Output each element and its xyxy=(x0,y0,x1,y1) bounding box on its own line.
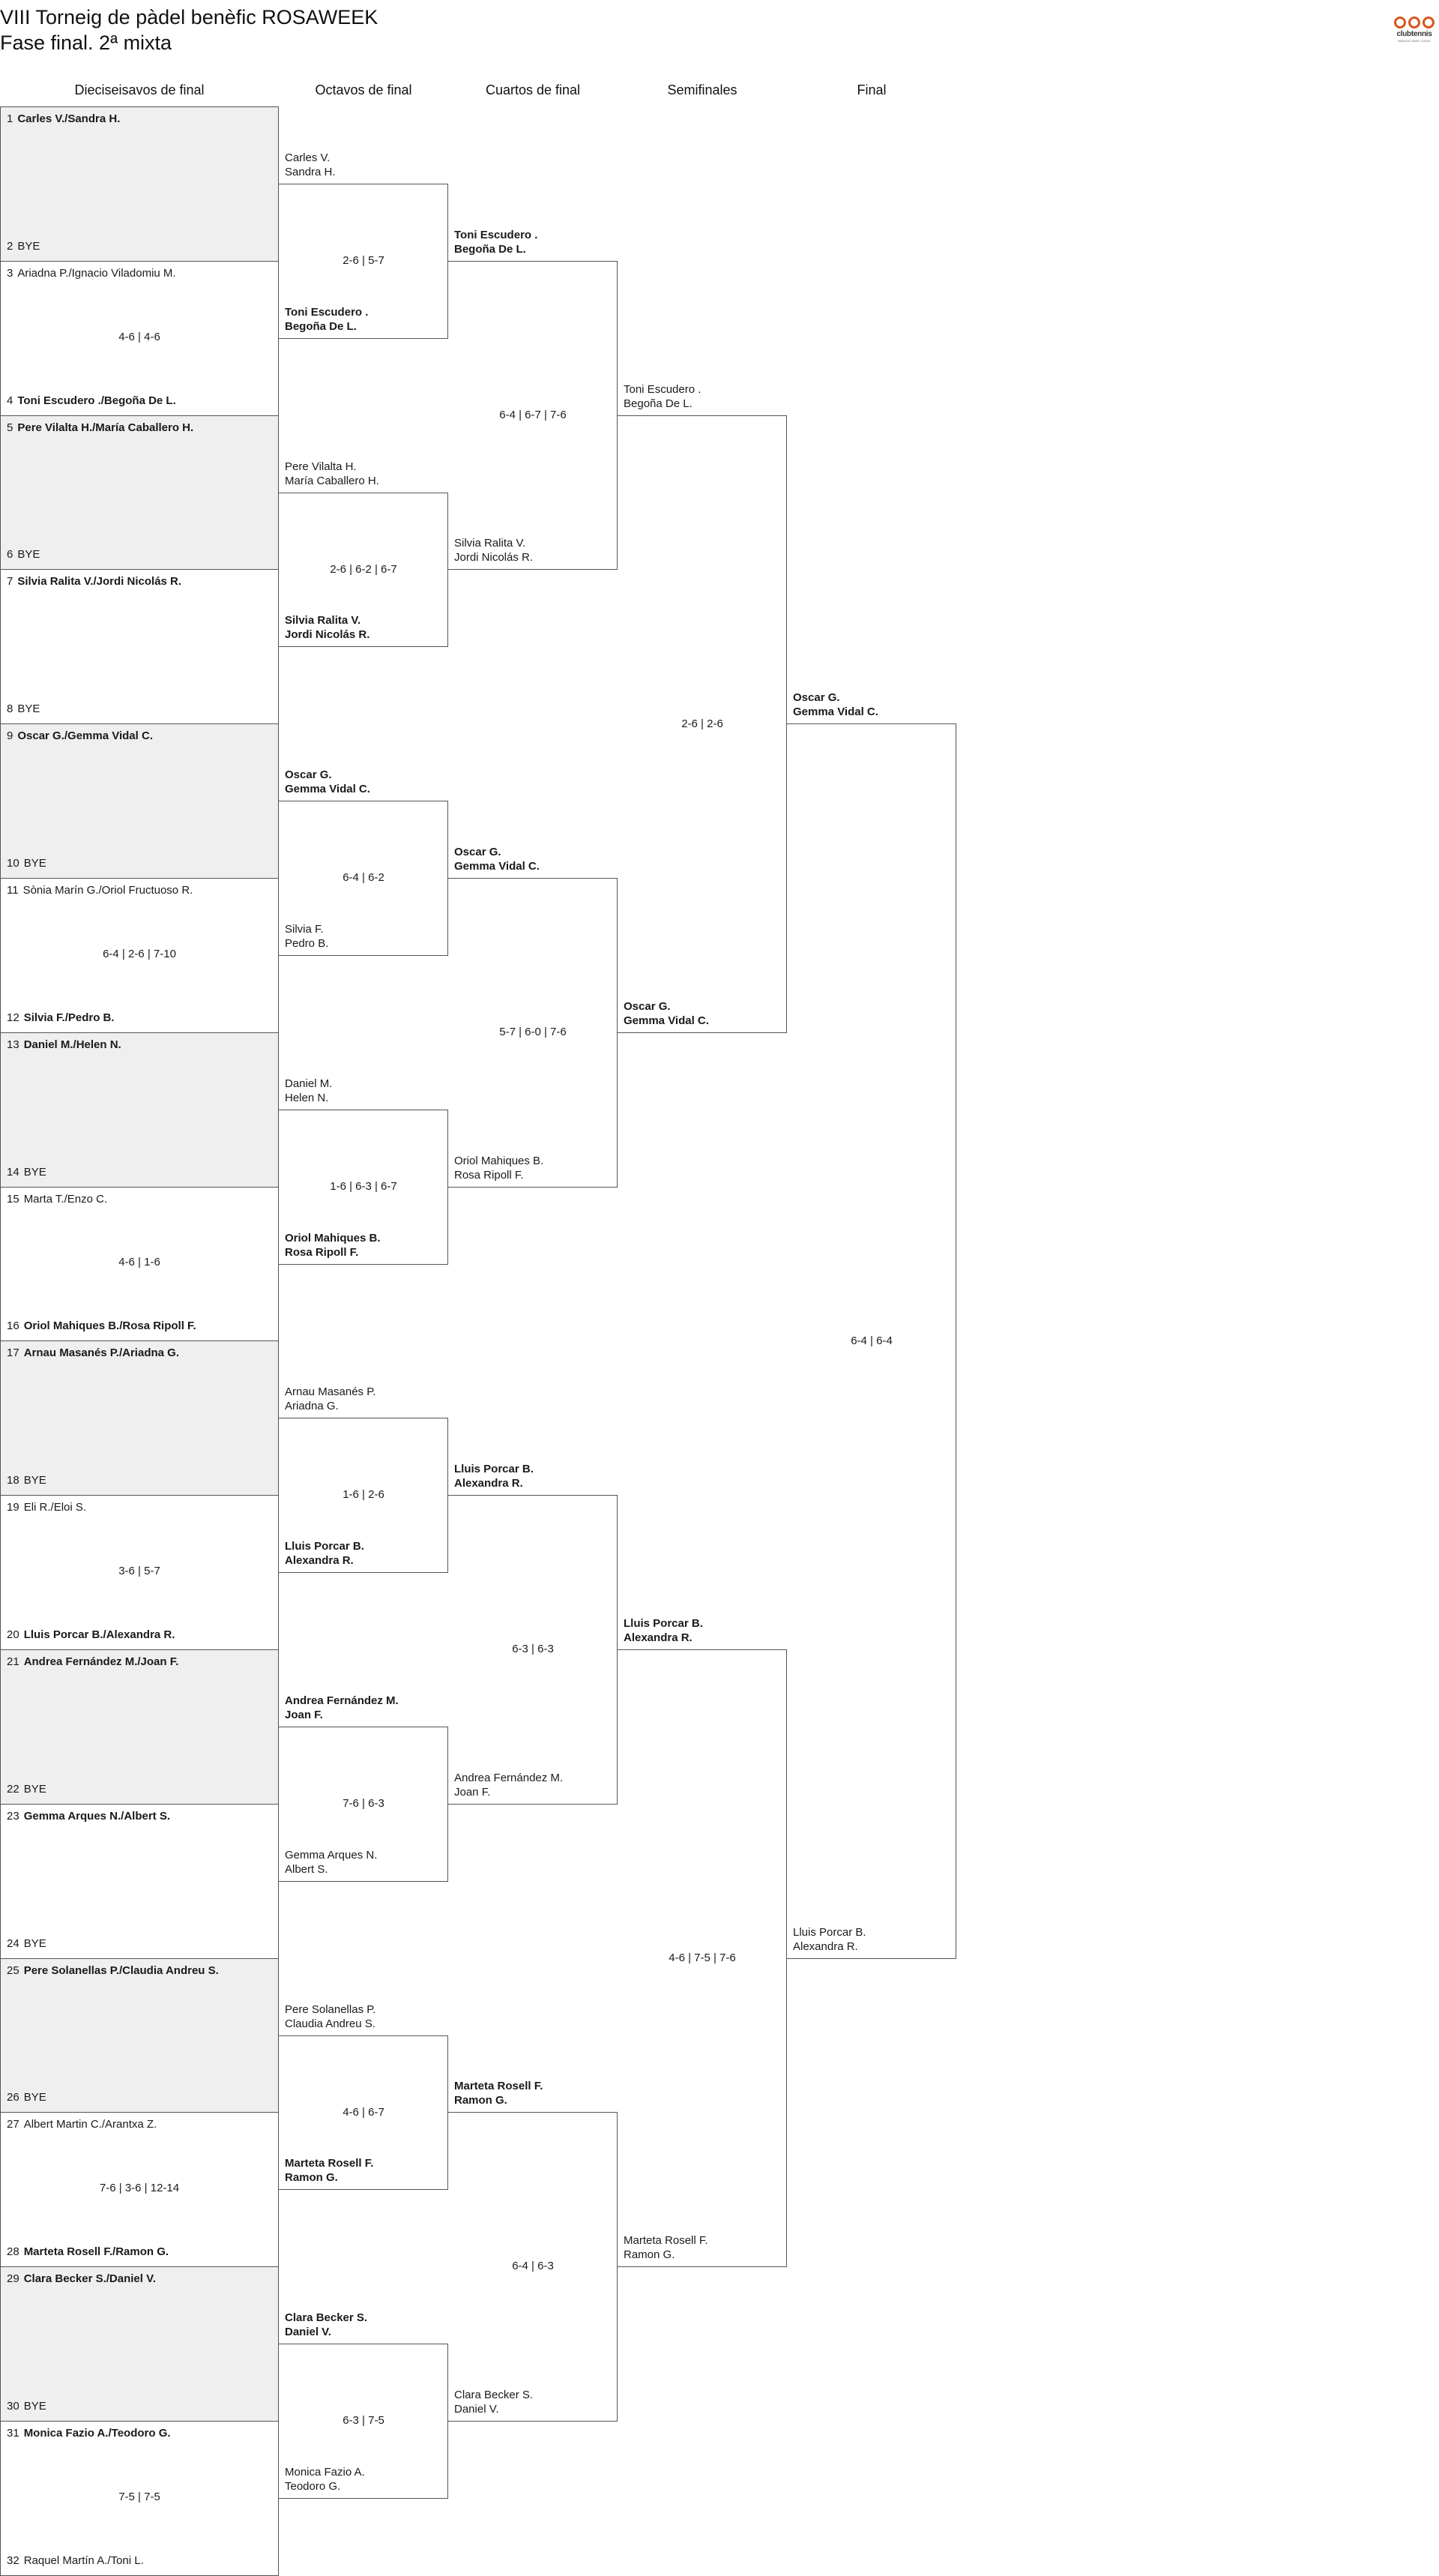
r1-match xyxy=(0,1649,279,1805)
match-score: 6-4 | 6-7 | 7-6 xyxy=(499,408,567,421)
seed-number: 15 xyxy=(7,1192,19,1206)
player-name: Oscar G./Gemma Vidal C. xyxy=(17,729,153,743)
match-score: 2-6 | 6-2 | 6-7 xyxy=(330,562,397,576)
seed-number: 5 xyxy=(7,421,13,434)
seed-number: 17 xyxy=(7,1346,19,1360)
player-name: Gemma Arques N. xyxy=(285,1849,378,1862)
player-name: Marteta Rosell F. xyxy=(454,2080,543,2092)
player-name: Ariadna G. xyxy=(285,1400,339,1412)
player-name: Arnau Masanés P./Ariadna G. xyxy=(23,1346,179,1360)
r1-player xyxy=(7,1628,175,1643)
player-name: Raquel Martín A./Toni L. xyxy=(23,2554,144,2567)
player-name: Albert S. xyxy=(285,1863,328,1876)
r1-match xyxy=(0,1187,279,1342)
r1-player xyxy=(7,112,120,127)
player-name: BYE xyxy=(23,1782,46,1796)
player-name: Claudia Andreu S. xyxy=(285,2017,375,2030)
player-name: Oscar G. xyxy=(454,846,501,858)
player-name: BYE xyxy=(23,1474,46,1487)
r3-team xyxy=(454,228,619,256)
player-name: Begoña De L. xyxy=(285,320,357,333)
seed-number: 7 xyxy=(7,575,13,589)
tournament-title: VIII Torneig de pàdel benèfic ROSAWEEK xyxy=(0,6,378,28)
r1-match xyxy=(0,1958,279,2113)
r1-match xyxy=(0,1340,279,1496)
match-score: 2-6 | 2-6 xyxy=(681,717,723,730)
seed-number: 30 xyxy=(7,2399,19,2413)
match-score: 6-4 | 6-3 xyxy=(512,2260,554,2272)
player-name: Jordi Nicolás R. xyxy=(285,628,370,641)
player-name: Marteta Rosell F./Ramon G. xyxy=(23,2245,169,2259)
player-name: Marta T./Enzo C. xyxy=(23,1192,108,1206)
player-name: Daniel V. xyxy=(285,2326,331,2338)
r1-match xyxy=(0,1032,279,1188)
round-header: Cuartos de final xyxy=(485,82,581,97)
seed-number: 13 xyxy=(7,1038,19,1051)
player-name: Carles V./Sandra H. xyxy=(17,112,121,125)
r1-player xyxy=(7,421,193,436)
r1-match xyxy=(0,2112,279,2267)
round-header: Semifinales xyxy=(667,82,737,97)
r1-player xyxy=(7,1655,178,1670)
r1-match xyxy=(0,2266,279,2422)
club-logo xyxy=(1393,15,1436,45)
r1-player xyxy=(7,1038,121,1053)
player-name: Silvia F. xyxy=(285,923,324,936)
player-name: Lluis Porcar B. xyxy=(285,1540,364,1553)
r1-player xyxy=(7,574,181,589)
player-name: Carles V. xyxy=(285,151,331,164)
seed-number: 3 xyxy=(7,266,13,280)
r3-team xyxy=(454,2079,619,2107)
round-header: Final xyxy=(857,82,887,97)
r1-player xyxy=(7,729,153,744)
seed-number: 21 xyxy=(7,1655,19,1668)
seed-number: 26 xyxy=(7,2091,19,2104)
r1-player xyxy=(7,547,40,562)
player-name: BYE xyxy=(17,702,40,716)
player-name: Lluis Porcar B. xyxy=(793,1926,866,1939)
seed-number: 9 xyxy=(7,729,13,743)
player-name: Daniel M./Helen N. xyxy=(23,1038,121,1051)
player-name: BYE xyxy=(23,2091,46,2104)
seed-number: 16 xyxy=(7,1319,19,1333)
player-name: Toni Escudero . xyxy=(454,229,538,241)
player-name: Alexandra R. xyxy=(793,1940,858,1953)
player-name: Rosa Ripoll F. xyxy=(285,1246,359,1259)
r1-match xyxy=(0,878,279,1033)
r2-team xyxy=(285,768,450,796)
seed-number: 28 xyxy=(7,2245,19,2259)
seed-number: 6 xyxy=(7,548,13,562)
r1-player xyxy=(7,2245,169,2260)
r1-match xyxy=(0,415,279,571)
r3-team xyxy=(454,845,619,873)
seed-number: 10 xyxy=(7,856,19,870)
seed-number: 27 xyxy=(7,2118,19,2131)
player-name: Lluis Porcar B./Alexandra R. xyxy=(23,1628,175,1641)
player-name: Andrea Fernández M. xyxy=(454,1772,564,1784)
player-name: Gemma Vidal C. xyxy=(793,705,878,718)
r1-player xyxy=(7,856,46,871)
seed-number: 18 xyxy=(7,1474,19,1487)
round-header: Dieciseisavos de final xyxy=(74,82,205,97)
player-name: Jordi Nicolás R. xyxy=(454,551,534,564)
seed-number: 22 xyxy=(7,1782,19,1796)
r1-player xyxy=(7,702,40,717)
r1-player xyxy=(7,883,193,898)
r2-team xyxy=(285,1077,450,1105)
player-name: Alexandra R. xyxy=(454,1477,523,1490)
seed-number: 12 xyxy=(7,1011,19,1024)
r1-player xyxy=(7,1192,107,1207)
player-name: Lluis Porcar B. xyxy=(454,1463,534,1475)
player-name: Gemma Vidal C. xyxy=(624,1014,709,1027)
player-name: Clara Becker S. xyxy=(454,2389,534,2401)
r1-player xyxy=(7,1319,196,1334)
player-name: Sònia Marín G./Oriol Fructuoso R. xyxy=(22,884,193,897)
seed-number: 2 xyxy=(7,239,13,253)
club-logo-icon xyxy=(1394,16,1435,30)
player-name: Gemma Vidal C. xyxy=(285,783,370,795)
player-name: Gemma Arques N./Albert S. xyxy=(23,1809,171,1823)
player-name: Daniel V. xyxy=(454,2403,499,2416)
player-name: BYE xyxy=(23,856,46,870)
player-name: Marteta Rosell F. xyxy=(624,2234,708,2247)
r1-player xyxy=(7,1473,46,1488)
r4-team xyxy=(624,1616,788,1645)
club-logo-subtext: NATACIÓ SANT CUGAT xyxy=(1398,39,1431,43)
player-name: Marteta Rosell F. xyxy=(285,2157,374,2170)
match-score: 6-3 | 6-3 xyxy=(512,1643,554,1655)
r2-team xyxy=(285,2002,450,2031)
r1-player xyxy=(7,2090,46,2105)
match-score: 7-5 | 7-5 xyxy=(118,2490,160,2503)
r1-match xyxy=(0,261,279,416)
r1-player xyxy=(7,1782,46,1797)
player-name: Silvia Ralita V. xyxy=(285,614,361,627)
player-name: Pere Solanellas P./Claudia Andreu S. xyxy=(23,1963,219,1977)
player-name: Clara Becker S. xyxy=(285,2311,368,2324)
match-score: 7-6 | 3-6 | 12-14 xyxy=(99,2182,180,2195)
r1-player xyxy=(7,2554,144,2569)
player-name: BYE xyxy=(23,1936,46,1950)
player-name: Gemma Vidal C. xyxy=(454,860,540,873)
seed-number: 31 xyxy=(7,2427,19,2440)
match-score: 6-4 | 6-2 xyxy=(343,871,384,884)
player-name: Clara Becker S./Daniel V. xyxy=(23,2272,156,2286)
player-name: BYE xyxy=(17,548,40,562)
r1-player xyxy=(7,1165,46,1180)
player-name: Alexandra R. xyxy=(624,1631,693,1644)
player-name: Silvia Ralita V./Jordi Nicolás R. xyxy=(17,575,182,589)
player-name: Ramon G. xyxy=(454,2094,507,2107)
r1-player xyxy=(7,1809,170,1824)
player-name: Andrea Fernández M. xyxy=(285,1694,399,1707)
player-name: BYE xyxy=(23,2399,46,2413)
club-logo-text: clubtennis xyxy=(1396,30,1432,38)
r4-team xyxy=(624,382,788,411)
seed-number: 23 xyxy=(7,1809,19,1823)
player-name: Ramon G. xyxy=(624,2248,675,2261)
player-name: Begoña De L. xyxy=(624,397,693,410)
r5-team xyxy=(793,690,958,719)
player-name: Silvia F./Pedro B. xyxy=(23,1011,115,1024)
r1-player xyxy=(7,266,176,281)
player-name: Daniel M. xyxy=(285,1077,333,1090)
r2-team xyxy=(285,2311,450,2339)
match-score: 6-4 | 2-6 | 7-10 xyxy=(103,947,176,960)
r2-team xyxy=(285,1694,450,1722)
player-name: BYE xyxy=(23,1165,46,1179)
player-name: Sandra H. xyxy=(285,166,336,178)
round-header: Octavos de final xyxy=(315,82,412,97)
player-name: Lluis Porcar B. xyxy=(624,1617,703,1630)
match-score: 6-4 | 6-4 xyxy=(851,1334,893,1347)
r1-player xyxy=(7,239,40,254)
player-name: Joan F. xyxy=(285,1709,323,1721)
player-name: Oriol Mahiques B. xyxy=(454,1155,544,1167)
seed-number: 29 xyxy=(7,2272,19,2286)
r1-player xyxy=(7,2272,156,2287)
r2-team xyxy=(285,460,450,488)
player-name: Pere Vilalta H./María Caballero H. xyxy=(17,421,194,434)
r1-player xyxy=(7,2426,171,2441)
player-name: Toni Escudero . xyxy=(285,306,369,319)
seed-number: 25 xyxy=(7,1963,19,1977)
seed-number: 20 xyxy=(7,1628,19,1641)
r1-match xyxy=(0,106,279,262)
player-name: María Caballero H. xyxy=(285,475,379,487)
seed-number: 8 xyxy=(7,702,13,716)
player-name: Toni Escudero . xyxy=(624,383,702,396)
player-name: BYE xyxy=(17,239,40,253)
player-name: Silvia Ralita V. xyxy=(454,537,526,550)
seed-number: 4 xyxy=(7,394,13,407)
match-score: 4-6 | 1-6 xyxy=(118,1256,160,1269)
player-name: Oriol Mahiques B./Rosa Ripoll F. xyxy=(23,1319,196,1333)
player-name: Ramon G. xyxy=(285,2171,338,2184)
player-name: Ariadna P./Ignacio Viladomiu M. xyxy=(17,266,176,280)
match-score: 2-6 | 5-7 xyxy=(343,254,384,267)
player-name: Andrea Fernández M./Joan F. xyxy=(23,1655,179,1668)
r1-player xyxy=(7,1963,219,1978)
match-score: 1-6 | 2-6 xyxy=(343,1488,384,1501)
player-name: Monica Fazio A. xyxy=(285,2466,365,2479)
seed-number: 14 xyxy=(7,1165,19,1179)
match-score: 3-6 | 5-7 xyxy=(118,1565,160,1578)
r1-match xyxy=(0,569,279,724)
r2-team xyxy=(285,1385,450,1413)
seed-number: 19 xyxy=(7,1501,19,1514)
r1-player xyxy=(7,1500,86,1515)
r2-team xyxy=(285,151,450,179)
player-name: Rosa Ripoll F. xyxy=(454,1169,524,1182)
page-title xyxy=(0,4,378,55)
player-name: Helen N. xyxy=(285,1092,329,1104)
seed-number: 32 xyxy=(7,2554,19,2567)
match-score: 4-6 | 4-6 xyxy=(118,330,160,343)
match-score: 4-6 | 6-7 xyxy=(343,2105,384,2119)
match-score: 5-7 | 6-0 | 7-6 xyxy=(499,1026,567,1038)
player-name: Monica Fazio A./Teodoro G. xyxy=(23,2427,171,2440)
player-name: Eli R./Eloi S. xyxy=(23,1501,87,1514)
player-name: Oscar G. xyxy=(624,1000,671,1013)
r1-match xyxy=(0,2421,279,2576)
match-score: 1-6 | 6-3 | 6-7 xyxy=(330,1180,397,1193)
player-name: Toni Escudero ./Begoña De L. xyxy=(17,394,176,407)
r1-player xyxy=(7,2399,46,2414)
r1-match xyxy=(0,723,279,879)
match-score: 7-6 | 6-3 xyxy=(343,1797,384,1810)
player-name: Joan F. xyxy=(454,1786,491,1799)
seed-number: 24 xyxy=(7,1936,19,1950)
player-name: Teodoro G. xyxy=(285,2480,341,2493)
r1-match xyxy=(0,1495,279,1650)
seed-number: 1 xyxy=(7,112,13,125)
r1-match xyxy=(0,1804,279,1959)
r1-player xyxy=(7,2117,157,2132)
player-name: Oscar G. xyxy=(793,691,840,704)
match-score: 6-3 | 7-5 xyxy=(343,2414,384,2427)
seed-number: 11 xyxy=(7,884,19,897)
r1-player xyxy=(7,394,176,409)
r1-player xyxy=(7,1936,46,1951)
r1-player xyxy=(7,1346,179,1361)
player-name: Albert Martin C./Arantxa Z. xyxy=(23,2118,157,2131)
player-name: Arnau Masanés P. xyxy=(285,1385,376,1398)
player-name: Alexandra R. xyxy=(285,1554,354,1567)
player-name: Pedro B. xyxy=(285,937,329,950)
match-score: 4-6 | 7-5 | 7-6 xyxy=(669,1951,736,1964)
player-name: Oriol Mahiques B. xyxy=(285,1232,381,1245)
player-name: Begoña De L. xyxy=(454,243,526,256)
player-name: Pere Solanellas P. xyxy=(285,2003,376,2016)
player-name: Pere Vilalta H. xyxy=(285,460,357,473)
r1-player xyxy=(7,1011,115,1026)
r3-team xyxy=(454,1462,619,1490)
player-name: Oscar G. xyxy=(285,768,332,781)
phase-subtitle: Fase final. 2ª mixta xyxy=(0,31,172,54)
